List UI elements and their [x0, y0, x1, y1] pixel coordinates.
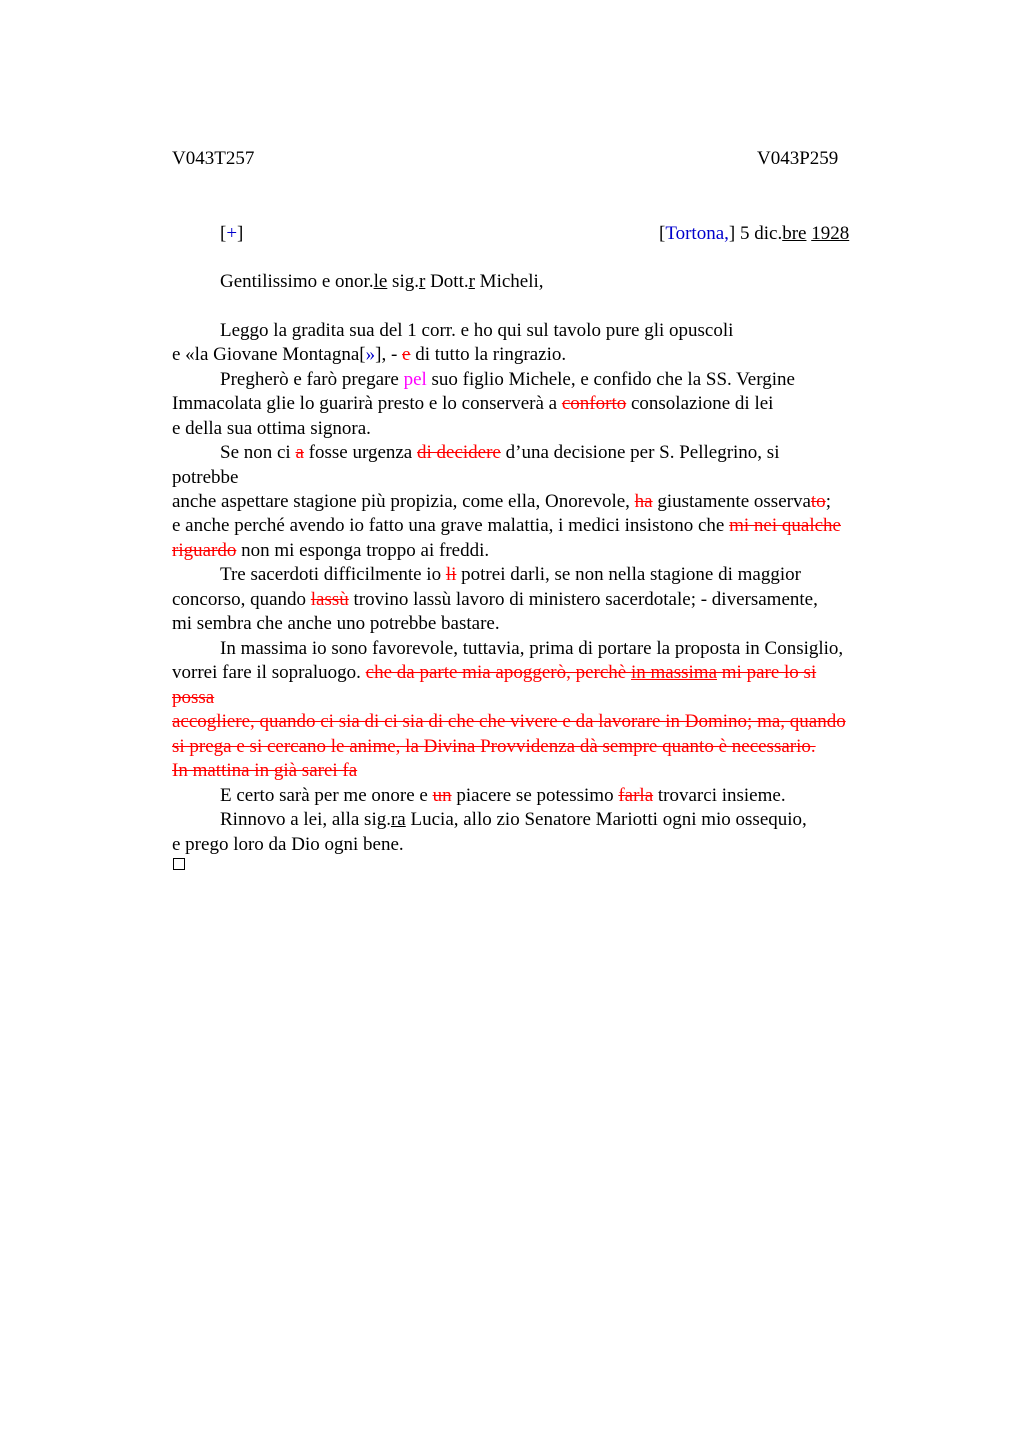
right-code: V043P259: [757, 148, 839, 169]
body-line: [220, 370, 795, 389]
deleted-line: In mattina in già sarei fa: [172, 760, 358, 781]
text: di tutto la ringrazio.: [410, 344, 567, 365]
text: Gentilissimo e onor.: [220, 271, 374, 292]
editorial: »: [365, 344, 376, 365]
deletion: un: [432, 785, 452, 806]
abbrev: r: [468, 271, 475, 292]
deletion: a: [295, 442, 304, 463]
deletion-underlined: in massima: [630, 662, 718, 683]
text: non mi esponga troppo ai freddi.: [236, 540, 490, 561]
text: d’una decisione per S. Pellegrino, si: [500, 442, 780, 463]
text: E certo sarà per me onore e: [220, 785, 433, 806]
deletion: li: [445, 564, 457, 585]
text: giustamente osserva: [652, 491, 811, 512]
cross-mark: [220, 224, 243, 243]
text: Dott.: [425, 271, 469, 292]
abbrev: ra: [390, 809, 406, 830]
deletion: e: [402, 344, 411, 365]
text: e «la Giovane Montagna[: [172, 344, 366, 365]
deletion: conforto: [561, 393, 627, 414]
text: anche aspettare stagione più propizia, come ella, Onorevole,: [172, 491, 635, 512]
text: ], -: [375, 344, 403, 365]
text: piacere se potessimo: [451, 785, 619, 806]
deleted-line: accogliere, quando ci sia di ci sia di che che vivere e da lavorare in Domino; ma, quando: [172, 711, 846, 732]
text: Tre sacerdoti difficilmente io: [220, 564, 446, 585]
deleted-line: possa: [172, 687, 215, 708]
deletion: lassù: [310, 589, 349, 610]
empty-square-icon: [173, 858, 185, 870]
text: Immacolata glie lo guarirà presto e lo conserverà a: [172, 393, 562, 414]
place-name: Tortona,: [665, 223, 729, 244]
deletion: che da parte mia apoggerò, perchè: [365, 662, 631, 683]
text: Se non ci: [220, 442, 296, 463]
body-line: [172, 516, 841, 535]
text: trovarci insieme.: [653, 785, 786, 806]
body-line: [172, 541, 489, 560]
text: consolazione di lei: [626, 393, 774, 414]
deletion: riguardo: [172, 540, 237, 561]
text: Rinnovo a lei, alla sig.: [220, 809, 391, 830]
date-month: bre: [782, 223, 807, 244]
body-line: [220, 565, 801, 584]
deletion: farla: [618, 785, 654, 806]
body-line: [172, 345, 566, 364]
text: Micheli,: [474, 271, 544, 292]
deletion: mi pare lo si: [717, 662, 817, 683]
body-line: mi sembra che anche uno potrebbe bastare.: [172, 613, 500, 634]
body-line: [172, 663, 816, 682]
body-line: [220, 786, 786, 805]
deletion: mi nei qualche: [729, 515, 841, 536]
body-line: Leggo la gradita sua del 1 corr. e ho qui sul tavolo pure gli opuscoli: [220, 320, 734, 341]
body-line: [172, 492, 831, 511]
body-line: [172, 590, 818, 609]
addition: pel: [403, 369, 427, 390]
bracket: [: [659, 223, 666, 244]
deleted-line: si prega e si cercano le anime, la Divina Provvidenza dà sempre quanto è necessario.: [172, 736, 816, 757]
date-year: 1928: [811, 223, 850, 244]
text: suo figlio Michele, e confido che la SS. Vergine: [426, 369, 795, 390]
deletion: ha: [634, 491, 653, 512]
salutation: [220, 272, 544, 291]
body-line: In massima io sono favorevole, tuttavia, prima di portare la proposta in Consiglio,: [220, 638, 844, 659]
body-line: [172, 394, 773, 413]
bracket: ]: [728, 223, 736, 244]
text: Pregherò e farò pregare: [220, 369, 404, 390]
date-day: 5 dic.: [735, 223, 783, 244]
text: potrei darli, se non nella stagione di maggior: [456, 564, 801, 585]
body-line: e della sua ottima signora.: [172, 418, 371, 439]
text: sig.: [387, 271, 419, 292]
abbrev: le: [373, 271, 388, 292]
bracket: ]: [237, 223, 244, 244]
deletion: to: [810, 491, 826, 512]
bracket: [: [220, 223, 227, 244]
body-line: potrebbe: [172, 467, 239, 488]
abbrev: r: [418, 271, 426, 292]
text: vorrei fare il sopraluogo.: [172, 662, 366, 683]
body-line: e prego loro da Dio ogni bene.: [172, 834, 404, 855]
text: trovino lassù lavoro di ministero sacerdotale; - diversamente,: [348, 589, 818, 610]
dateline: [659, 224, 849, 243]
deletion: di decidere: [417, 442, 501, 463]
body-line: [220, 443, 779, 462]
cross-symbol: +: [226, 223, 238, 244]
body-line: [220, 810, 807, 829]
text: Lucia, allo zio Senatore Mariotti ogni mio ossequio,: [405, 809, 807, 830]
left-code: V043T257: [172, 148, 255, 169]
text: e anche perché avendo io fatto una grave malattia, i medici insistono che: [172, 515, 730, 536]
text: ;: [825, 491, 831, 512]
text: fosse urgenza: [303, 442, 417, 463]
text: concorso, quando: [172, 589, 311, 610]
